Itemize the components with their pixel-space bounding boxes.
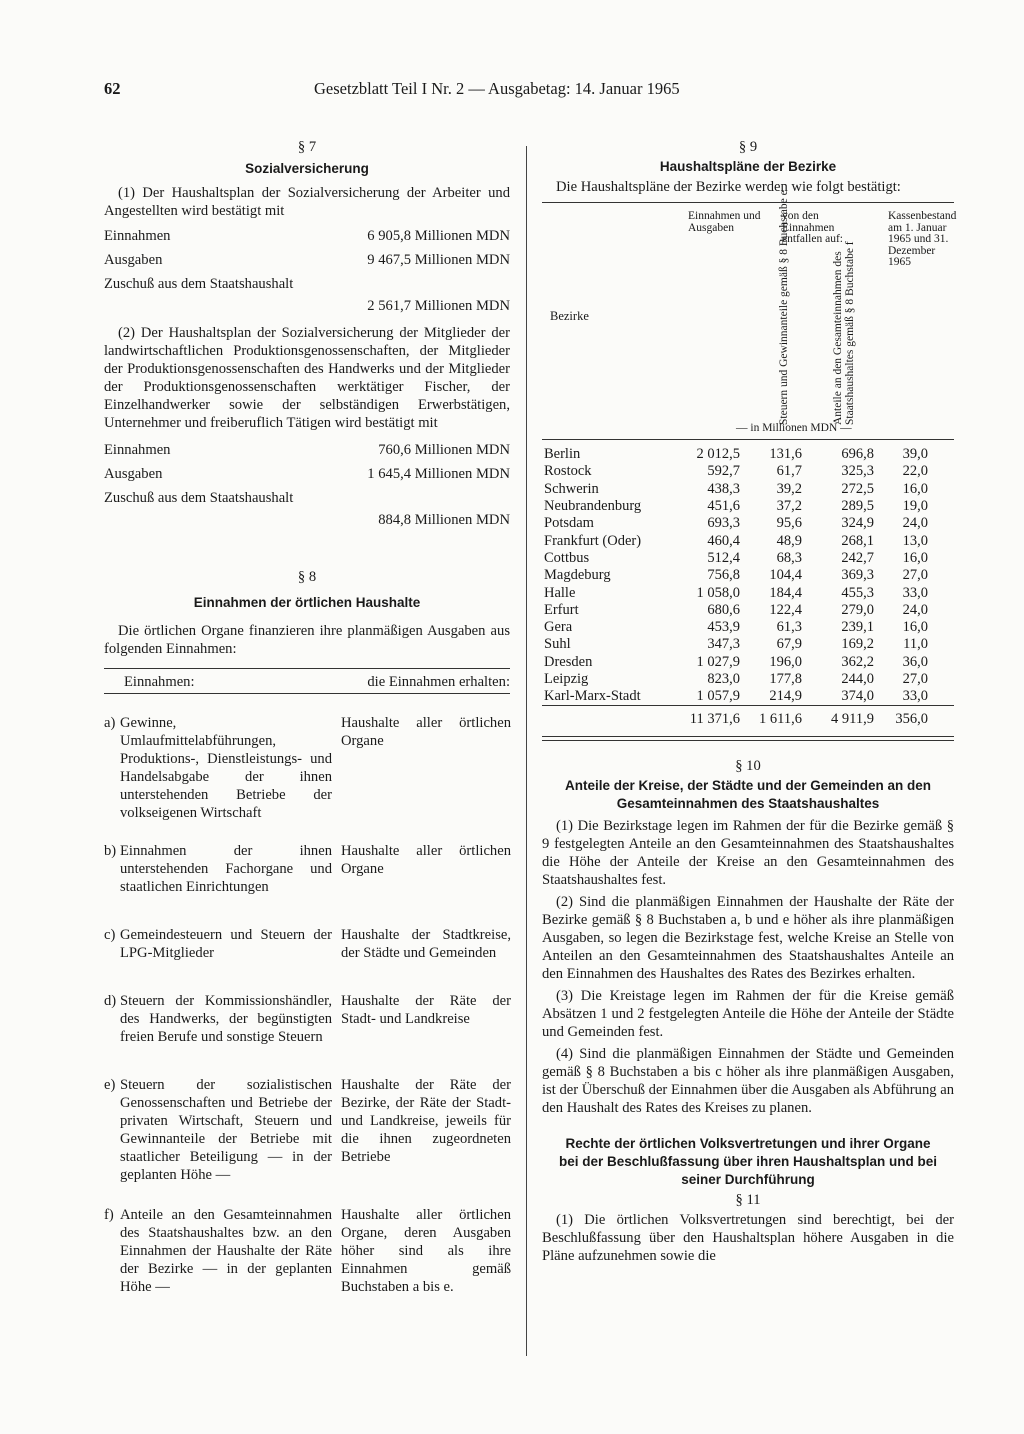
item-recipient: Haushalte der Räte der Stadt- und Landkreise (341, 993, 511, 1027)
district-value: 1 058,0 (696, 584, 740, 601)
district-name: Cottbus (544, 549, 590, 566)
amount-list-2 (104, 438, 510, 530)
paragraph: (2) Der Haushaltsplan der Sozialversicherung der Mitglieder der landwirtschaftlichen Produktionsgenossenschaften, der Mitglieder der Produktionsgenossenschaften des Handwerks und der Mitglieder der Produktionsgenossenschaften werktätiger Fischer, der Einzelhandwerker sowie der selbständigen Erwerbstätigen, Unternehmer und freiberuflich Tätigen wird bestätigt mit (104, 325, 510, 431)
district-value: 1 057,9 (696, 688, 740, 705)
amount-label: Einnahmen (104, 442, 171, 458)
district-row (542, 532, 954, 549)
spacer-cell (928, 688, 954, 706)
district-table-header (542, 190, 957, 440)
district-table-total (542, 706, 954, 728)
section-title: Sozialversicherung (245, 161, 369, 176)
total-cell: 4 911,9 (831, 710, 874, 727)
district-value: 680,6 (707, 601, 740, 618)
left-column (104, 138, 510, 1318)
district-value: 324,9 (841, 515, 874, 532)
spacer-cell (928, 636, 954, 653)
district-value: 374,0 (841, 688, 874, 705)
district-name: Karl-Marx-Stadt (544, 688, 641, 705)
district-value: 279,0 (841, 601, 874, 618)
item-recipient: Haushalte der Stadtkreise, der Städte und Gemeinden (341, 927, 511, 961)
district-name: Suhl (544, 636, 571, 653)
district-table (542, 446, 954, 728)
district-value: 39,0 (902, 446, 928, 463)
section-title: Anteile der Kreise, der Städte und der Gemeinden an den Gesamteinnahmen des Staatshaushaltes (564, 777, 932, 811)
district-value: 22,0 (902, 463, 928, 480)
district-value: 693,3 (707, 515, 740, 532)
district-value: 39,2 (776, 480, 802, 497)
section-number: § 7 (297, 139, 317, 155)
district-value: 242,7 (841, 549, 874, 566)
district-value: 347,3 (707, 636, 740, 653)
district-value: 214,9 (769, 688, 802, 705)
paragraph: (1) Die örtlichen Volksvertretungen sind berechtigt, bei der Beschlußfassung über den Haushaltsplan höhere Ausgaben in die Pläne aufzunehmen sowie die (542, 1211, 954, 1264)
spacer-cell (928, 567, 954, 584)
district-name: Potsdam (544, 515, 594, 532)
amount-row (104, 438, 510, 462)
district-value: 24,0 (902, 601, 928, 618)
paragraph: Die Haushaltspläne der Bezirke werden wie folgt bestätigt: (556, 179, 901, 195)
district-name: Frankfurt (Oder) (544, 532, 642, 549)
income-item (104, 992, 510, 1076)
paragraph: (2) Sind die planmäßigen Einnahmen der Haushalte der Räte der Bezirke gemäß § 8 Buchstaben a, b und e höher als ihre planmäßigen Ausgaben, so legen die Bezirkstage fest, welche Kreise an Stelle von Anteilen an den Gesamteinnahmen des Staatshaushaltes Anteile an den Einnahmen des Haushaltes des Rates des Bezirkes erhalten. (542, 893, 954, 982)
district-value: 362,2 (841, 653, 874, 670)
amount-label: Zuschuß aus dem Staatshaushalt (104, 490, 294, 506)
spacer-cell (928, 515, 954, 532)
spacer-cell (928, 481, 954, 498)
district-name: Erfurt (544, 601, 579, 618)
district-value: 11,0 (903, 636, 928, 653)
district-value: 61,3 (776, 619, 802, 636)
district-row (542, 602, 954, 619)
column-header-bezirke: Bezirke (550, 309, 589, 323)
amount-row (104, 224, 510, 248)
spacer-cell (928, 602, 954, 619)
district-name: Rostock (544, 463, 592, 480)
item-recipient: Haushalte der Räte der Bezirke, der Räte der Stadt- und Landkreise, jeweils für die ihnen zugeordneten Betriebe (341, 1077, 511, 1165)
district-row (542, 567, 954, 584)
item-letter: f) (104, 1207, 114, 1223)
total-cell: 356,0 (895, 710, 928, 727)
column-header: die Einnahmen erhalten: (367, 674, 510, 690)
district-value: 68,3 (776, 549, 802, 566)
item-income: Einnahmen der ihnen unterstehenden Fachorgane und staatlichen Einrichtungen (120, 843, 332, 895)
amount-label: Ausgaben (104, 466, 163, 482)
spacer-cell (928, 446, 954, 463)
section-title: Einnahmen der örtlichen Haushalte (193, 595, 421, 610)
amount-value: 884,8 Millionen MDN (378, 512, 510, 528)
district-value: 184,4 (769, 584, 802, 601)
income-item (104, 842, 510, 926)
district-value: 325,3 (841, 463, 874, 480)
district-name: Berlin (544, 446, 581, 463)
district-value: 438,3 (707, 480, 740, 497)
district-value: 453,9 (707, 619, 740, 636)
column-header-von: von den Einnahmen entfallen auf: (782, 210, 843, 245)
district-row (542, 515, 954, 532)
district-row (542, 446, 954, 463)
district-name: Neubrandenburg (544, 498, 642, 515)
spacer-cell (928, 584, 954, 601)
spacer-cell (928, 463, 954, 480)
district-value: 239,1 (841, 619, 874, 636)
section-number: § 10 (735, 757, 761, 774)
district-value: 16,0 (902, 549, 928, 566)
unit-label: — in Millionen MDN — (736, 422, 852, 434)
district-value: 61,7 (776, 463, 802, 480)
district-value: 33,0 (902, 584, 928, 601)
column-header-steuern: Steuern und Gewinnanteile gemäß § 8 Buchstabe e (778, 190, 790, 425)
item-letter: a) (104, 715, 116, 731)
income-item (104, 714, 510, 842)
district-row (542, 671, 954, 688)
item-income: Gewinne, Umlaufmittelabführungen, Produktions-, Dienstleistungs- und Handelsabgabe der ihnen unterstehenden Betriebe der volkseigenen Wirtschaft (120, 715, 332, 821)
district-name: Dresden (544, 653, 593, 670)
column-header-kassenbestand: Kassenbestand am 1. Januar 1965 und 31. Dezember 1965 (888, 210, 957, 268)
amount-value: 6 905,8 Millionen MDN (367, 228, 510, 244)
district-value: 95,6 (776, 515, 802, 532)
spacer-cell (928, 671, 954, 688)
right-column (542, 138, 957, 1265)
district-value: 104,4 (769, 567, 802, 584)
district-row (542, 481, 954, 498)
column-header: Einnahmen: (124, 674, 195, 690)
district-row (542, 654, 954, 671)
amount-value: 760,6 Millionen MDN (378, 442, 510, 458)
item-letter: d) (104, 993, 117, 1009)
income-item (104, 926, 510, 992)
amount-row (104, 462, 510, 486)
paragraph: (1) Die Bezirkstage legen im Rahmen der für die Bezirke gemäß § 9 festgelegten Anteile an den Gesamteinnahmen des Staatshaushaltes die Höhe der Anteile der Kreise an den Gesamteinnahmen des Staatshaushaltes fest. (542, 817, 954, 888)
amount-list-1 (104, 224, 510, 316)
spacer-cell (928, 550, 954, 567)
district-value: 27,0 (902, 567, 928, 584)
district-name: Schwerin (544, 480, 599, 497)
district-value: 13,0 (902, 532, 928, 549)
district-value: 592,7 (707, 463, 740, 480)
item-letter: e) (104, 1077, 116, 1093)
district-name: Halle (544, 584, 576, 601)
total-cell: 11 371,6 (689, 710, 740, 727)
district-value: 272,5 (841, 480, 874, 497)
page-number: 62 (104, 79, 121, 98)
district-row (542, 688, 954, 706)
section-heading: Rechte der örtlichen Volksvertretungen und ihrer Organe bei der Beschlußfassung über ihren Haushaltsplan und bei seiner Durchführung (558, 1135, 938, 1187)
column-header-anteile: Anteile an den Gesamteinnahmen des Staatshaushaltes gemäß § 8 Buchstabe f (832, 241, 856, 425)
income-item (104, 1206, 510, 1318)
gazette-title: Gesetzblatt Teil I Nr. 2 — Ausgabetag: 14. Januar 1965 (314, 79, 680, 98)
paragraph: Die örtlichen Organe finanzieren ihre planmäßigen Ausgaben aus folgenden Einnahmen: (104, 623, 510, 657)
spacer-cell (928, 498, 954, 515)
district-value: 67,9 (776, 636, 802, 653)
district-value: 1 027,9 (696, 653, 740, 670)
district-value: 512,4 (707, 549, 740, 566)
district-row (542, 619, 954, 636)
amount-label: Zuschuß aus dem Staatshaushalt (104, 276, 294, 292)
district-value: 37,2 (776, 498, 802, 515)
amount-label: Ausgaben (104, 252, 163, 268)
section-number: § 11 (735, 1191, 761, 1208)
district-value: 196,0 (769, 653, 802, 670)
spacer-cell (928, 654, 954, 671)
income-table-header (104, 668, 510, 694)
district-row (542, 550, 954, 567)
section-number: § 8 (297, 569, 317, 585)
district-value: 460,4 (707, 532, 740, 549)
amount-row (104, 248, 510, 272)
page-header (104, 80, 964, 104)
item-income: Steuern der sozialistischen Genossenschaften und Betriebe der privaten Wirtschaft, Steuern und Gewinnanteile der Betriebe mit staatlicher Beteiligung — in der geplanten Höhe — (120, 1077, 332, 1183)
district-value: 27,0 (902, 671, 928, 687)
district-value: 16,0 (902, 480, 928, 497)
paragraph: (4) Sind die planmäßigen Einnahmen der Städte und Gemeinden gemäß § 8 Buchstaben a bis c höher als ihre planmäßigen Ausgaben, ist der Überschuß der Einnahmen über die Ausgaben als Abführung an den Haushalt des Rates des Kreises zu planen. (542, 1045, 954, 1116)
amount-row (104, 272, 510, 316)
district-row (542, 584, 954, 601)
district-row (542, 636, 954, 653)
district-row (542, 463, 954, 480)
district-value: 268,1 (841, 532, 874, 549)
district-name: Gera (544, 619, 573, 636)
district-value: 696,8 (841, 446, 874, 463)
item-income: Anteile an den Gesamteinnahmen des Staatshaushaltes bzw. an den Einnahmen der Haushalte der Räte der Bezirke — in der geplanten Höhe — (120, 1207, 332, 1295)
item-recipient: Haushalte aller örtlichen Organe (341, 715, 511, 749)
income-item (104, 1076, 510, 1206)
district-value: 36,0 (902, 653, 928, 670)
district-value: 823,0 (707, 671, 740, 687)
spacer-cell (928, 619, 954, 636)
district-value: 289,5 (841, 498, 874, 515)
spacer-cell (928, 532, 954, 549)
district-value: 369,3 (841, 567, 874, 584)
total-cell: 1 611,6 (759, 710, 802, 727)
section-title: Haushaltspläne der Bezirke (659, 159, 837, 174)
district-value: 122,4 (769, 601, 802, 618)
district-value: 2 012,5 (696, 446, 740, 463)
district-value: 131,6 (769, 446, 802, 463)
district-value: 244,0 (841, 671, 874, 687)
district-value: 19,0 (902, 498, 928, 515)
amount-value: 2 561,7 Millionen MDN (367, 298, 510, 314)
amount-row (104, 486, 510, 530)
district-value: 16,0 (902, 619, 928, 636)
column-header-einnahmen: Einnahmen und Ausgaben (688, 210, 761, 234)
district-name: Leipzig (544, 671, 589, 687)
district-value: 756,8 (707, 567, 740, 584)
district-value: 169,2 (841, 636, 874, 653)
amount-value: 1 645,4 Millionen MDN (367, 466, 510, 482)
district-value: 48,9 (776, 532, 802, 549)
double-rule (542, 736, 954, 741)
item-letter: c) (104, 927, 116, 943)
item-income: Gemeindesteuern und Steuern der LPG-Mitglieder (120, 927, 332, 961)
district-value: 455,3 (841, 584, 874, 601)
district-row (542, 498, 954, 515)
district-value: 33,0 (902, 688, 928, 705)
column-divider (526, 146, 527, 1356)
section-number: § 9 (738, 139, 758, 155)
amount-value: 9 467,5 Millionen MDN (367, 252, 510, 268)
district-value: 24,0 (902, 515, 928, 532)
item-recipient: Haushalte aller örtlichen Organe (341, 843, 511, 877)
amount-label: Einnahmen (104, 228, 171, 244)
district-value: 451,6 (707, 498, 740, 515)
item-letter: b) (104, 843, 117, 859)
paragraph: (3) Die Kreistage legen im Rahmen der für die Kreise gemäß Absätzen 1 und 2 festgelegten Anteile die Höhe der Anteile der Städte und Gemeinden fest. (542, 987, 954, 1040)
paragraph: (1) Der Haushaltsplan der Sozialversicherung der Arbeiter und Angestellten wird bestätigt mit (104, 185, 510, 219)
item-income: Steuern der Kommissionshändler, des Handwerks, der begünstigten freien Berufe und sonstige Steuern (120, 993, 332, 1045)
district-value: 177,8 (769, 671, 802, 687)
district-name: Magdeburg (544, 567, 611, 584)
item-recipient: Haushalte aller örtlichen Organe, deren Ausgaben höher sind als ihre Einnahmen gemäß Buchstaben a bis e. (341, 1207, 511, 1295)
